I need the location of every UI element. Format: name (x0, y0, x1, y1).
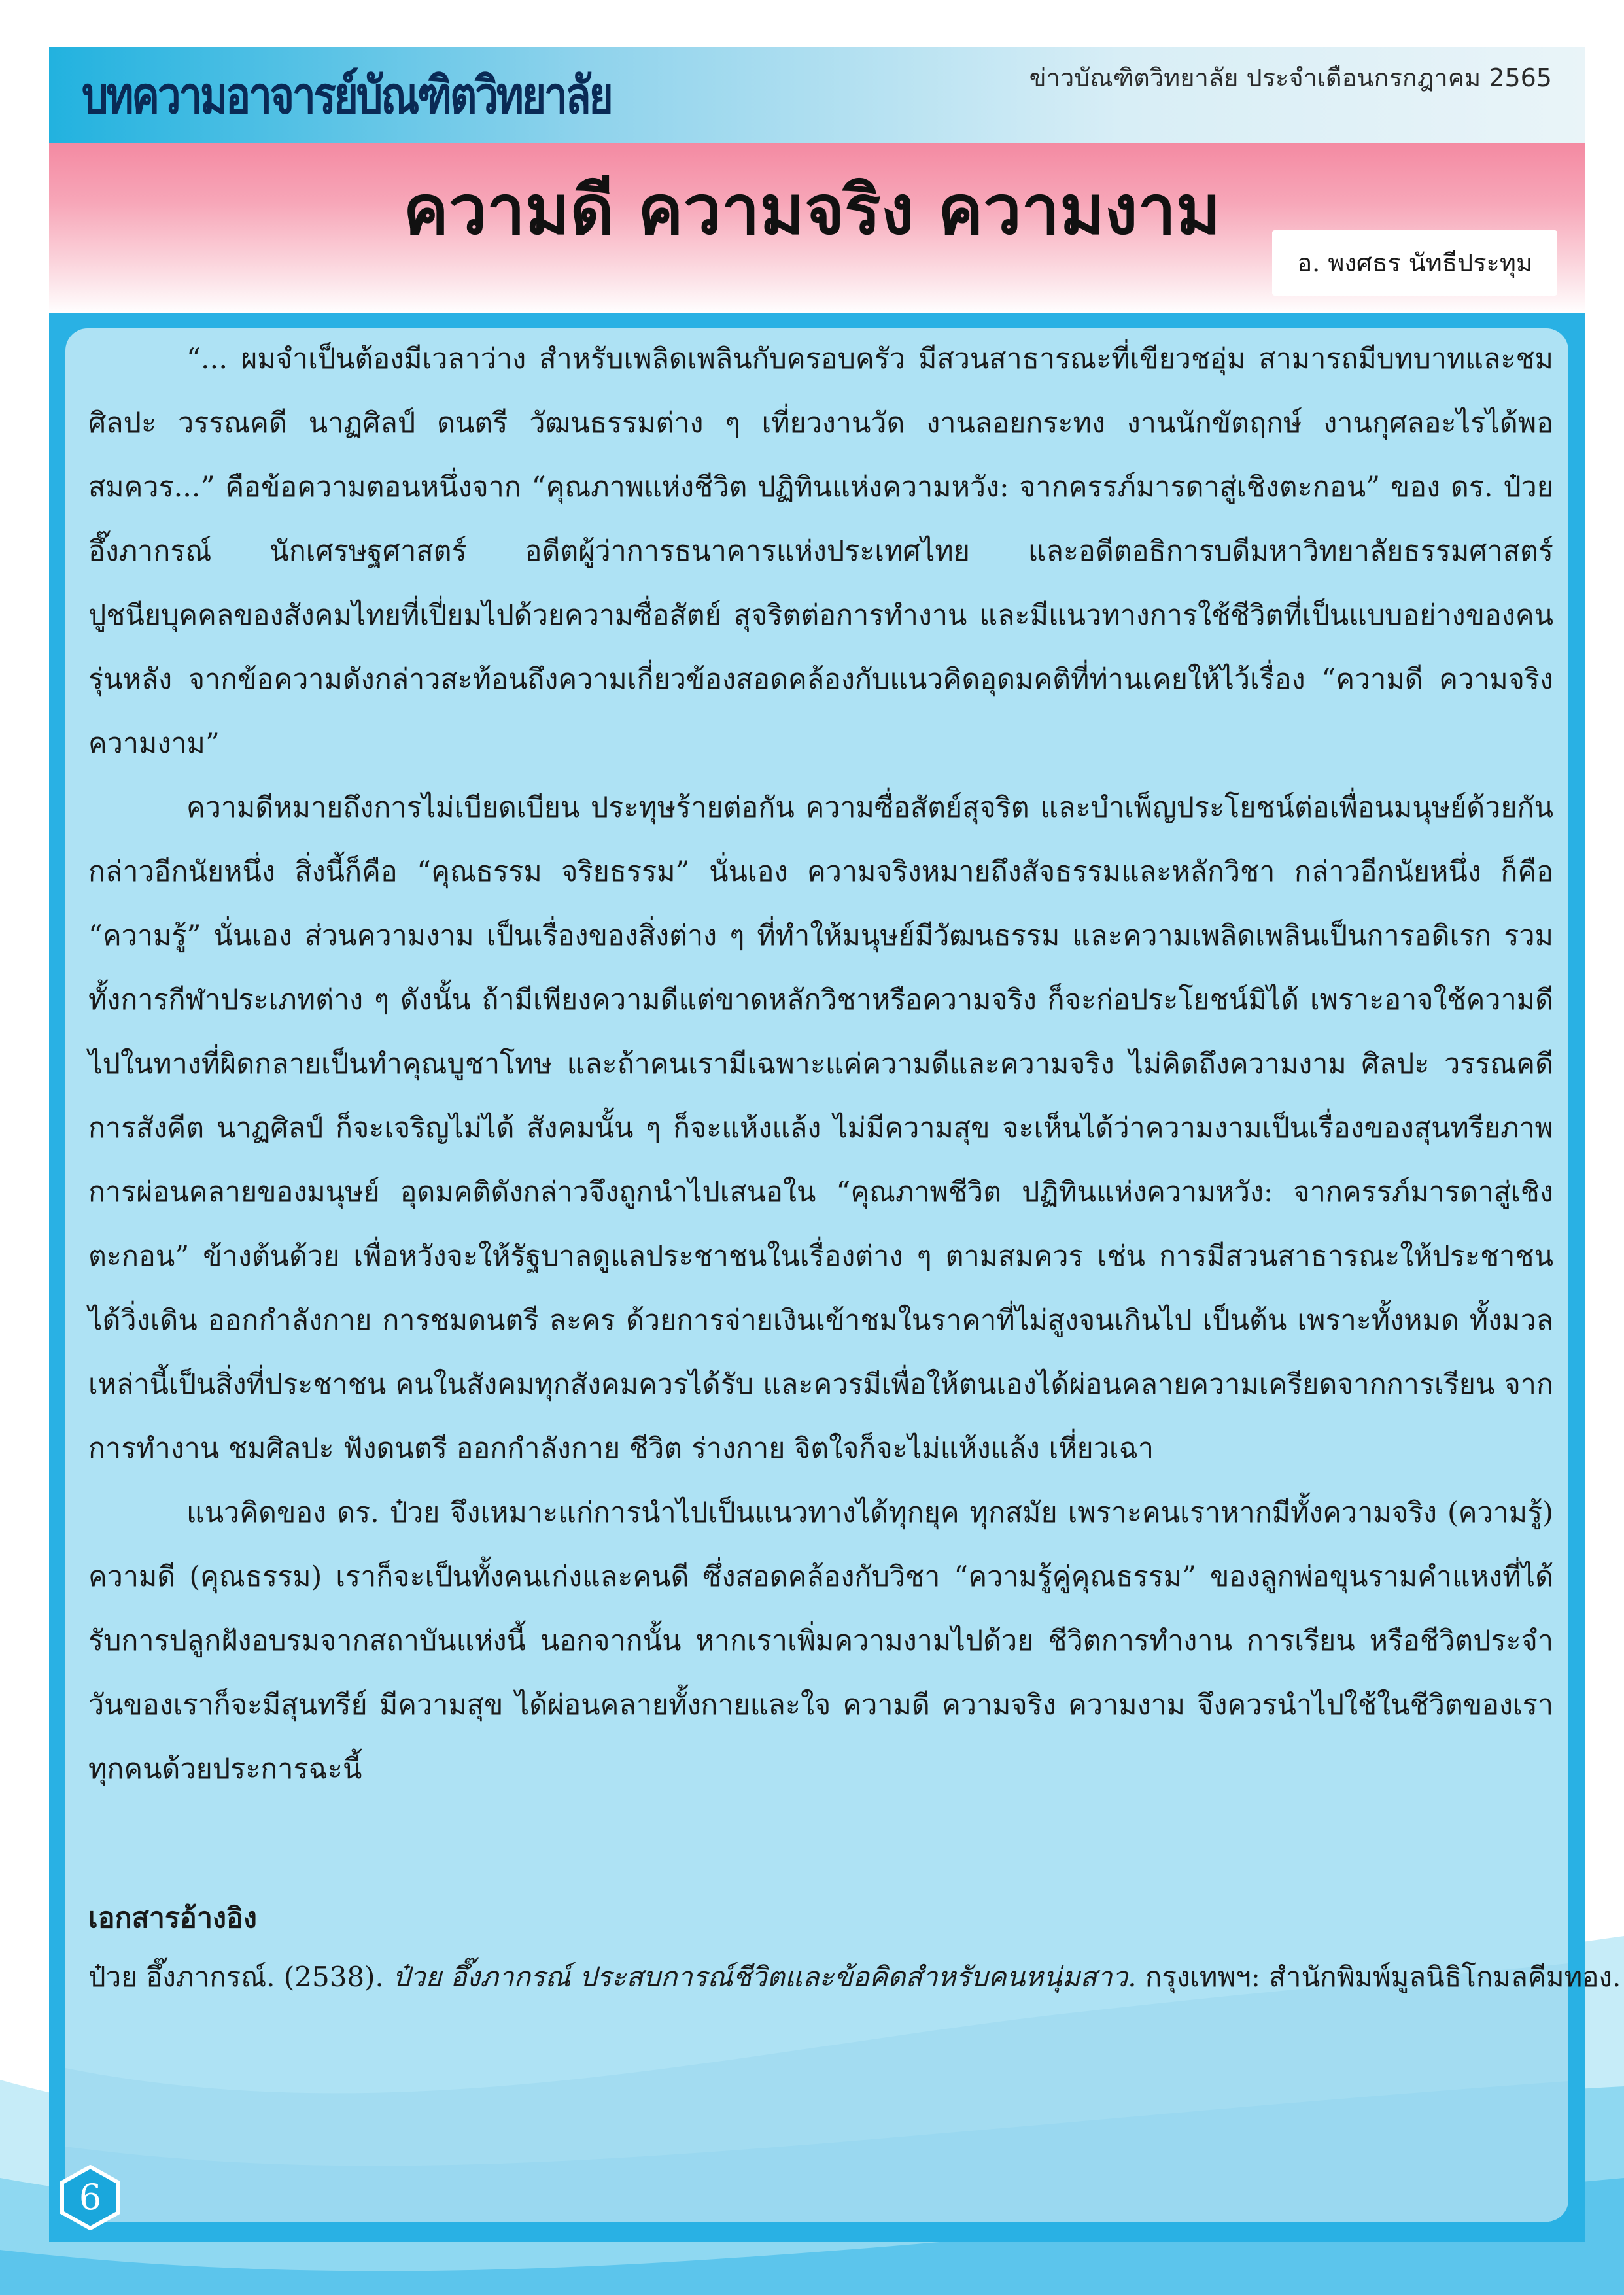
reference-publisher: กรุงเทพฯ: สำนักพิมพ์มูลนิธิโกมลคีมทอง. (1136, 1961, 1621, 1993)
reference-entry (88, 1948, 1621, 2007)
column-title: บทความอาจารย์บัณฑิตวิทยาลัย (82, 67, 612, 126)
article-body (88, 327, 1553, 1801)
article-title: ความดี ความจริง ความงาม (403, 170, 1221, 250)
references-heading: เอกสารอ้างอิง (88, 1902, 257, 1935)
author-name: อ. พงศธร นัทธีประทุม (1272, 230, 1557, 296)
reference-author: ป๋วย อึ๊งภากรณ์. (2538). (88, 1961, 393, 1993)
paragraph-2: ความดีหมายถึงการไม่เบียดเบียน ประทุษร้ายต่อกัน ความซื่อสัตย์สุจริต และบำเพ็ญประโยชน์ต่อเพื่อนมนุษย์ด้วยกัน กล่าวอีกนัยหนึ่ง สิ่งนี้ก็คือ “คุณธรรม จริยธรรม” นั่นเอง ความจริงหมายถึงสัจธรรมและหลักวิชา กล่าวอีกนัยหนึ่ง ก็คือ “ความรู้” นั่นเอง ส่วนความงาม เป็นเรื่องของสิ่งต่าง ๆ ที่ทำให้มนุษย์มีวัฒนธรรม และความเพลิดเพลินเป็นการอดิเรก รวมทั้งการกีฬาประเภทต่าง ๆ ดังนั้น ถ้ามีเพียงความดีแต่ขาดหลักวิชาหรือความจริง ก็จะก่อประโยชน์มิได้ เพราะอาจใช้ความดีไปในทางที่ผิดกลายเป็นทำคุณบูชาโทษ และถ้าคนเรามีเฉพาะแค่ความดีและความจริง ไม่คิดถึงความงาม ศิลปะ วรรณคดี การสังคีต นาฏศิลป์ ก็จะเจริญไม่ได้ สังคมนั้น ๆ ก็จะแห้งแล้ง ไม่มีความสุข จะเห็นได้ว่าความงามเป็นเรื่องของสุนทรียภาพการผ่อนคลายของมนุษย์ อุดมคติดังกล่าวจึงถูกนำไปเสนอใน “คุณภาพชีวิต ปฏิทินแห่งความหวัง: จากครรภ์มารดาสู่เชิงตะกอน” ข้างต้นด้วย เพื่อหวังจะให้รัฐบาลดูแลประชาชนในเรื่องต่าง ๆ ตามสมควร เช่น การมีสวนสาธารณะให้ประชาชนได้วิ่งเดิน ออกกำลังกาย การชมดนตรี ละคร ด้วยการจ่ายเงินเข้าชมในราคาที่ไม่สูงจนเกินไป เป็นต้น เพราะทั้งหมด ทั้งมวลเหล่านี้เป็นสิ่งที่ประชาชน คนในสังคมทุกสังคมควรได้รับ และควรมีเพื่อให้ตนเองได้ผ่อนคลายความเครียดจากการเรียน จากการทำงาน ชมศิลปะ ฟังดนตรี ออกกำลังกาย ชีวิต ร่างกาย จิตใจก็จะไม่แห้งแล้ง เหี่ยวเฉา (88, 791, 1553, 1465)
paragraph-1: “... ผมจำเป็นต้องมีเวลาว่าง สำหรับเพลิดเพลินกับครอบครัว มีสวนสาธารณะที่เขียวชอุ่ม สามารถมีบทบาทและชมศิลปะ วรรณคดี นาฏศิลป์ ดนตรี วัฒนธรรมต่าง ๆ เที่ยวงานวัด งานลอยกระทง งานนักขัตฤกษ์ งานกุศลอะไรได้พอสมควร...” คือข้อความตอนหนึ่งจาก “คุณภาพแห่งชีวิต ปฏิทินแห่งความหวัง: จากครรภ์มารดาสู่เชิงตะกอน” ของ ดร. ป๋วย อึ๊งภากรณ์ นักเศรษฐศาสตร์ อดีตผู้ว่าการธนาคารแห่งประเทศไทย และอดีตอธิการบดีมหาวิทยาลัยธรรมศาสตร์ ปูชนียบุคคลของสังคมไทยที่เปี่ยมไปด้วยความซื่อสัตย์ สุจริตต่อการทำงาน และมีแนวทางการใช้ชีวิตที่เป็นแบบอย่างของคนรุ่นหลัง จากข้อความดังกล่าวสะท้อนถึงความเกี่ยวข้องสอดคล้องกับแนวคิดอุดมคติที่ท่านเคยให้ไว้เรื่อง “ความดี ความจริง ความงาม” (88, 343, 1553, 760)
issue-label: ข่าวบัณฑิตวิทยาลัย ประจำเดือนกรกฎาคม 2565 (1029, 63, 1552, 92)
page-number: 6 (78, 2177, 102, 2218)
references-section (88, 1889, 1621, 2007)
paragraph-3: แนวคิดของ ดร. ป๋วย จึงเหมาะแก่การนำไปเป็นแนวทางได้ทุกยุค ทุกสมัย เพราะคนเราหากมีทั้งความจริง (ความรู้) ความดี (คุณธรรม) เราก็จะเป็นทั้งคนเก่งและคนดี ซึ่งสอดคล้องกับวิชา “ความรู้คู่คุณธรรม” ของลูกพ่อขุนรามคำแหงที่ได้รับการปลูกฝังอบรมจากสถาบันแห่งนี้ นอกจากนั้น หากเราเพิ่มความงามไปด้วย ชีวิตการทำงาน การเรียน หรือชีวิตประจำวันของเราก็จะมีสุนทรีย์ มีความสุข ได้ผ่อนคลายทั้งกายและใจ ความดี ความจริง ความงาม จึงควรนำไปใช้ในชีวิตของเราทุกคนด้วยประการฉะนี้ (88, 1496, 1553, 1786)
reference-title: ป๋วย อึ๊งภากรณ์ ประสบการณ์ชีวิตและข้อคิดสำหรับคนหนุ่มสาว. (392, 1961, 1137, 1993)
